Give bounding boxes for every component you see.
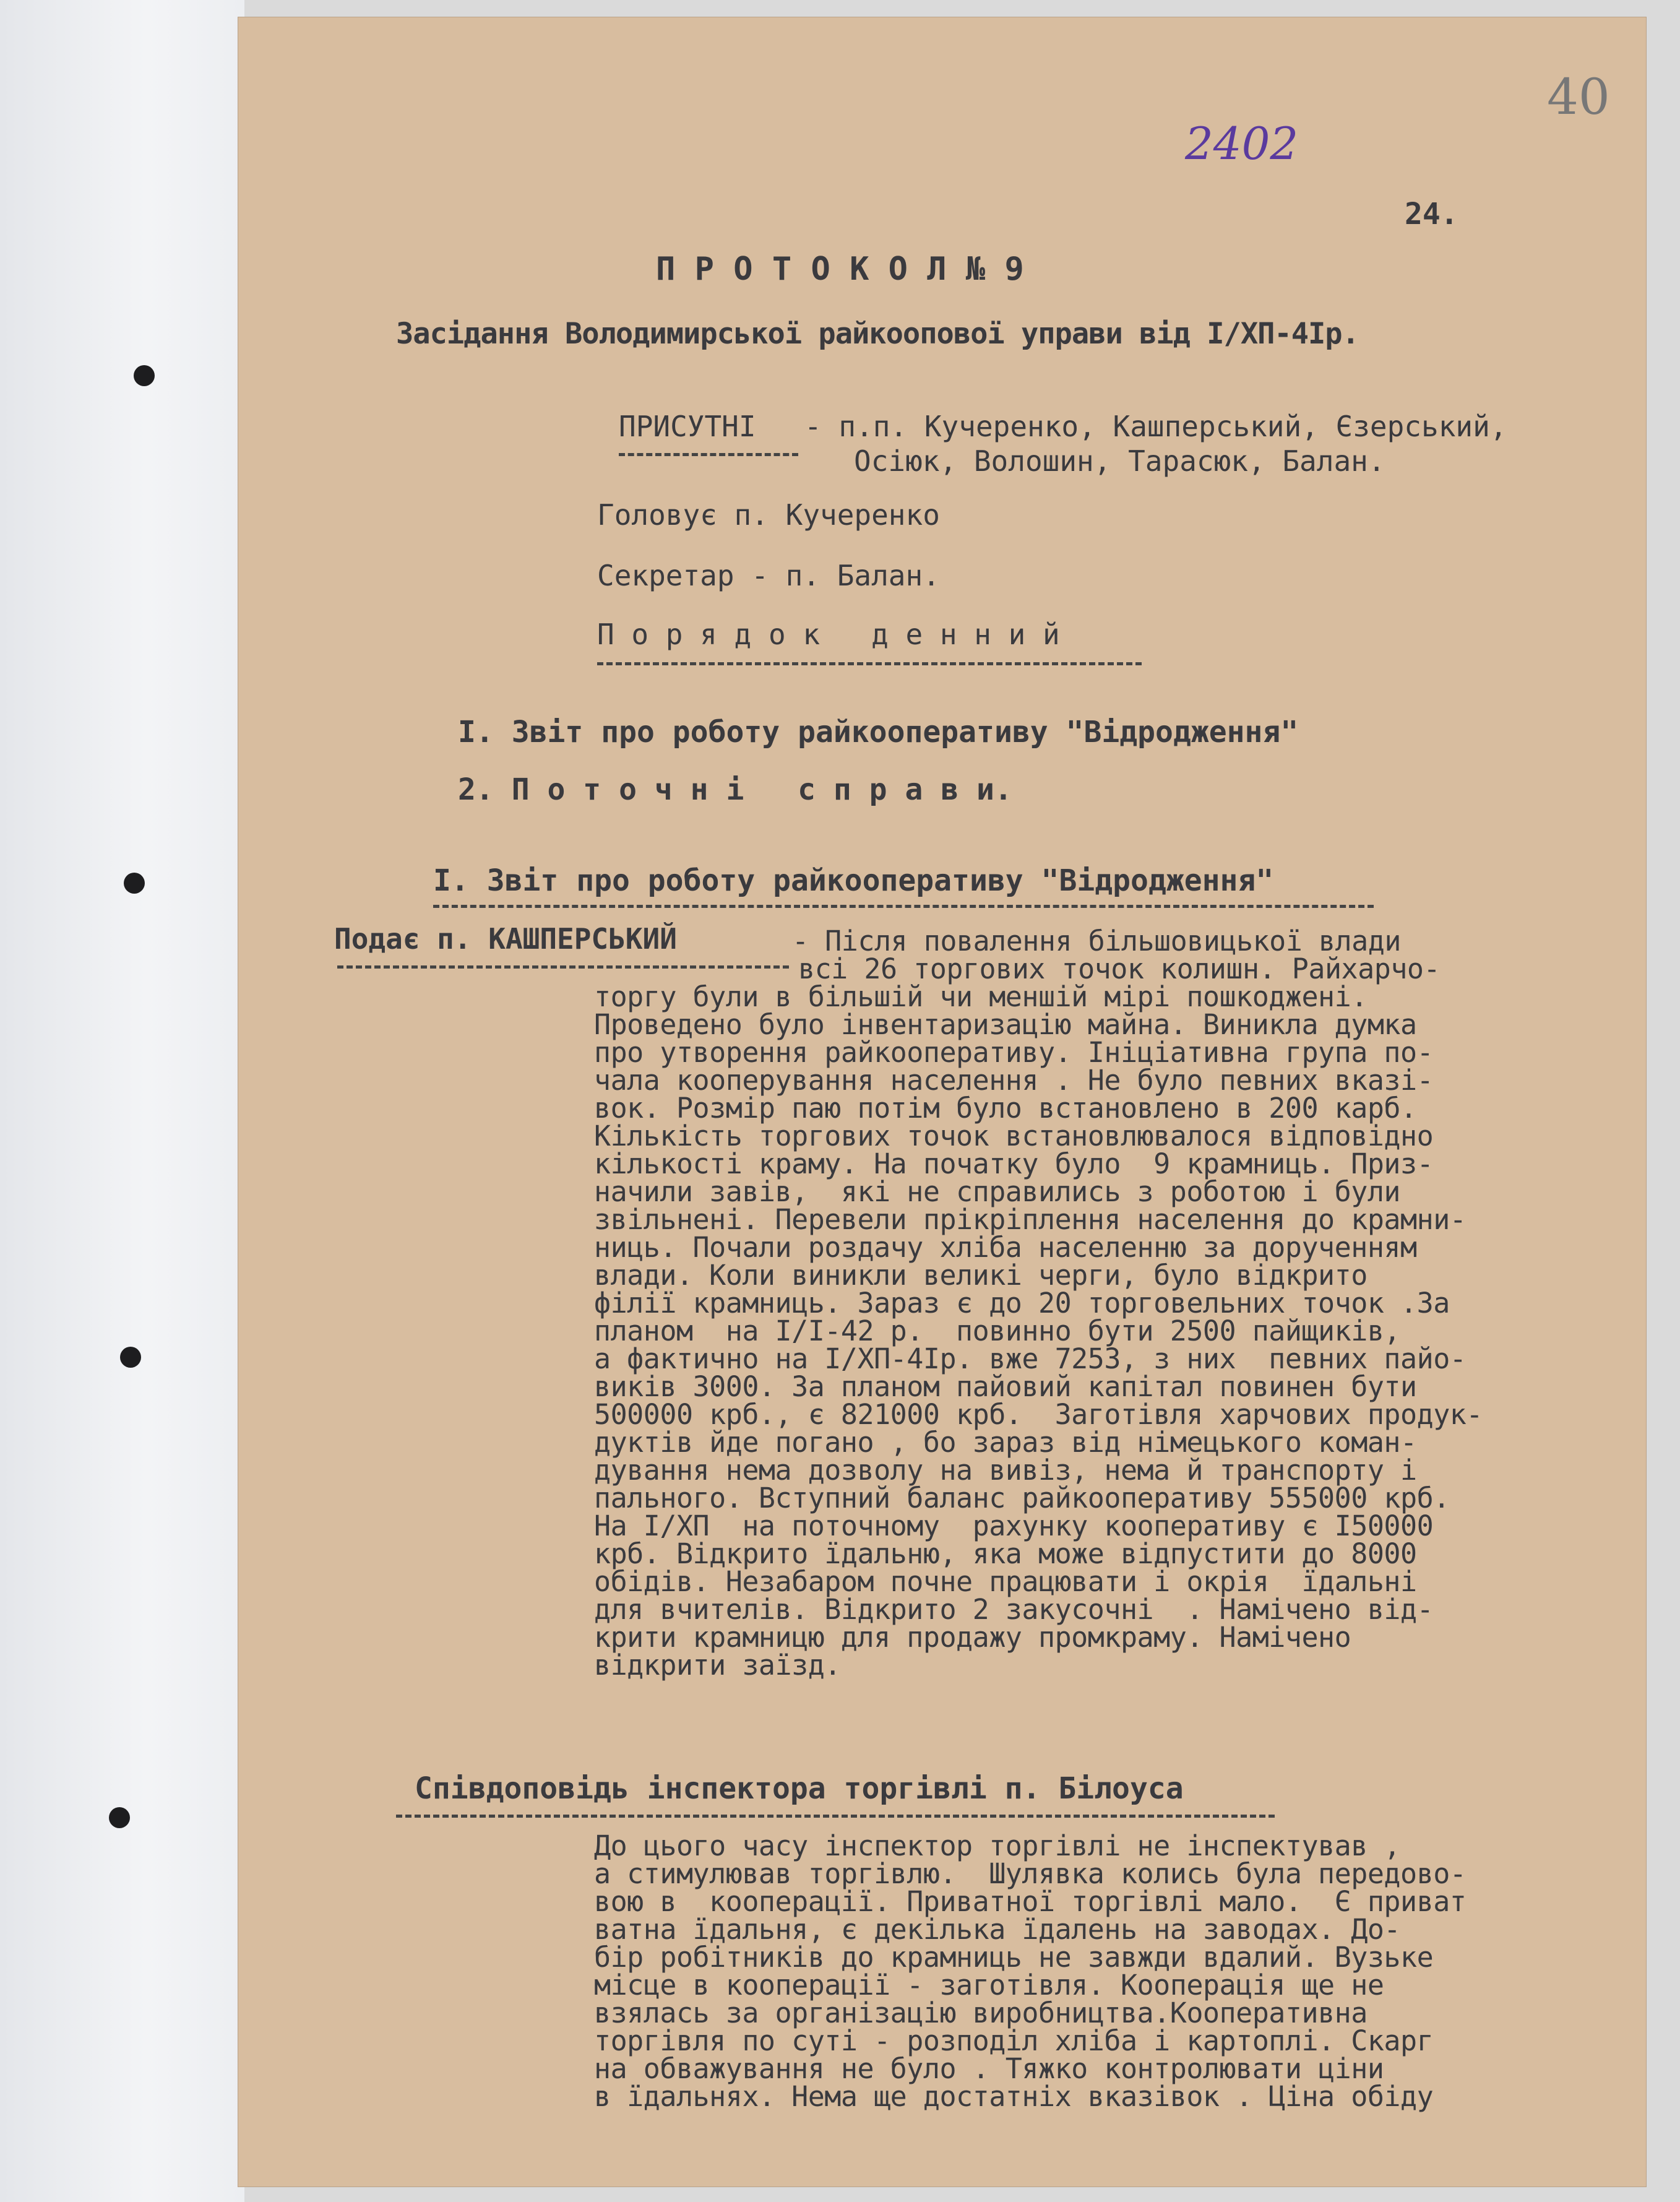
present-list-line2: Осіюк, Волошин, Тарасюк, Балан. xyxy=(854,444,1385,478)
punch-hole xyxy=(124,873,145,894)
text-line: крити крамницю для продажу промкраму. Намічено xyxy=(594,1621,1351,1654)
text-line: виків 3000. За планом пайовий капітал повинен бути xyxy=(594,1370,1417,1403)
text-line: бір робітників до крамниць не завжди вдалий. Вузьке xyxy=(594,1941,1434,1974)
present-list-line1: - п.п. Кучеренко, Кашперський, Єзерський, xyxy=(804,410,1507,443)
section1-underline xyxy=(433,905,1374,908)
text-line: - Після повалення більшовицької влади xyxy=(792,925,1401,957)
text-line: звільнені. Перевели прікріплення населення до крамни- xyxy=(594,1203,1467,1236)
text-line: вок. Розмір паю потім було встановлено в 200 карб. xyxy=(594,1092,1417,1125)
coreport-text xyxy=(594,1829,1467,2113)
text-line: філії крамниць. Зараз є до 20 торговельних точок .За xyxy=(594,1287,1450,1319)
text-line: дуктів йде погано , бо зараз від німецького коман- xyxy=(594,1426,1417,1459)
text-line: в їдальнях. Нема ще достатніх вказівок . Ціна обіду xyxy=(594,2080,1434,2113)
document-subtitle: Засідання Володимирської райкоопової управи від І/ХП-4Ір. xyxy=(396,317,1359,351)
text-line: На І/ХП на поточному рахунку кооперативу є І50000 xyxy=(594,1509,1434,1542)
text-line: взялась за організацію виробництва.Кооперативна xyxy=(594,1997,1368,2029)
text-line: вою в кооперації. Приватної торгівлі мало. Є приват xyxy=(594,1885,1467,1918)
scan-margin xyxy=(0,0,244,2202)
text-line: чала кооперування населення . Не було певних вказі- xyxy=(594,1064,1434,1097)
secretary-line: Секретар - п. Балан. xyxy=(597,559,940,592)
text-line: а стимулював торгівлю. Шулявка колись була передово- xyxy=(594,1857,1467,1890)
text-line: всі 26 торгових точок колишн. Райхарчо- xyxy=(798,952,1441,985)
text-line: влади. Коли виникли великі черги, було відкрито xyxy=(594,1259,1368,1292)
text-line: кількості краму. На початку було 9 крамниць. Приз- xyxy=(594,1147,1434,1180)
text-line: торгу були в більшій чи меншій мірі пошкоджені. xyxy=(594,980,1368,1013)
agenda-item-2: 2. П о т о ч н і с п р а в и. xyxy=(458,772,1012,807)
punch-hole xyxy=(120,1347,141,1368)
text-line: До цього часу інспектор торгівлі не інспектував , xyxy=(594,1829,1401,1862)
section1-heading: І. Звіт про роботу райкооперативу "Відродження" xyxy=(433,863,1274,898)
punch-hole xyxy=(134,365,155,386)
text-line: торгівля по суті - розподіл хліба і картоплі. Скарг xyxy=(594,2024,1434,2057)
speaker-label: Подає п. КАШПЕРСЬКИЙ xyxy=(334,922,677,956)
text-line: пального. Вступний баланс райкооперативу 555000 крб. xyxy=(594,1482,1450,1514)
text-line: крб. Відкрито їдальню, яка може відпустити до 8000 xyxy=(594,1537,1417,1570)
text-line: обідів. Незабаром почне працювати і окрія їдальні xyxy=(594,1565,1417,1598)
text-line: а фактично на І/ХП-4Ір. вже 7253, з них певних пайо- xyxy=(594,1342,1467,1375)
section2-heading: Співдоповідь інспектора торгівлі п. Білоуса xyxy=(415,1771,1184,1806)
agenda-heading: П о р я д о к д е н н и й xyxy=(597,618,1060,651)
present-underline xyxy=(619,453,798,456)
text-line: ватна їдальня, є декілька їдалень на заводах. До- xyxy=(594,1913,1401,1946)
text-line: для вчителів. Відкрито 2 закусочні . Намічено від- xyxy=(594,1593,1434,1626)
archive-number: 2402 xyxy=(1185,118,1299,170)
present-label: ПРИСУТНІ xyxy=(619,410,756,443)
text-line: про утворення райкооперативу. Ініціативна група по- xyxy=(594,1036,1434,1069)
page-number: 24. xyxy=(1405,197,1458,231)
text-line: дування нема дозволу на вивіз, нема й транспорту і xyxy=(594,1454,1417,1487)
text-line: планом на І/І-42 р. повинно бути 2500 пайщиків, xyxy=(594,1315,1401,1347)
document-title: П Р О Т О К О Л № 9 xyxy=(656,251,1024,288)
text-line: Кількість торгових точок встановлювалося відповідно xyxy=(594,1120,1434,1152)
agenda-underline xyxy=(597,662,1142,665)
chair-line: Головує п. Кучеренко xyxy=(597,498,940,532)
punch-hole xyxy=(109,1807,130,1828)
text-line: відкрити заїзд. xyxy=(594,1649,841,1682)
text-line: Проведено було інвентаризацію майна. Виникла думка xyxy=(594,1008,1417,1041)
text-line: 500000 крб., є 821000 крб. Заготівля харчових продук- xyxy=(594,1398,1483,1431)
section2-underline xyxy=(396,1815,1275,1818)
text-line: начили завів, які не справились з роботою і були xyxy=(594,1175,1401,1208)
agenda-item-1: І. Звіт про роботу райкооперативу "Відродження" xyxy=(458,715,1299,749)
folio-number: 40 xyxy=(1547,68,1610,126)
text-line: місце в кооперації - заготівля. Кооперація ще не xyxy=(594,1969,1384,2001)
report-text xyxy=(594,925,1483,1682)
text-line: ниць. Почали роздачу хліба населенню за дорученням xyxy=(594,1231,1417,1264)
text-line: на обважування не було . Тяжко контролювати ціни xyxy=(594,2052,1384,2085)
